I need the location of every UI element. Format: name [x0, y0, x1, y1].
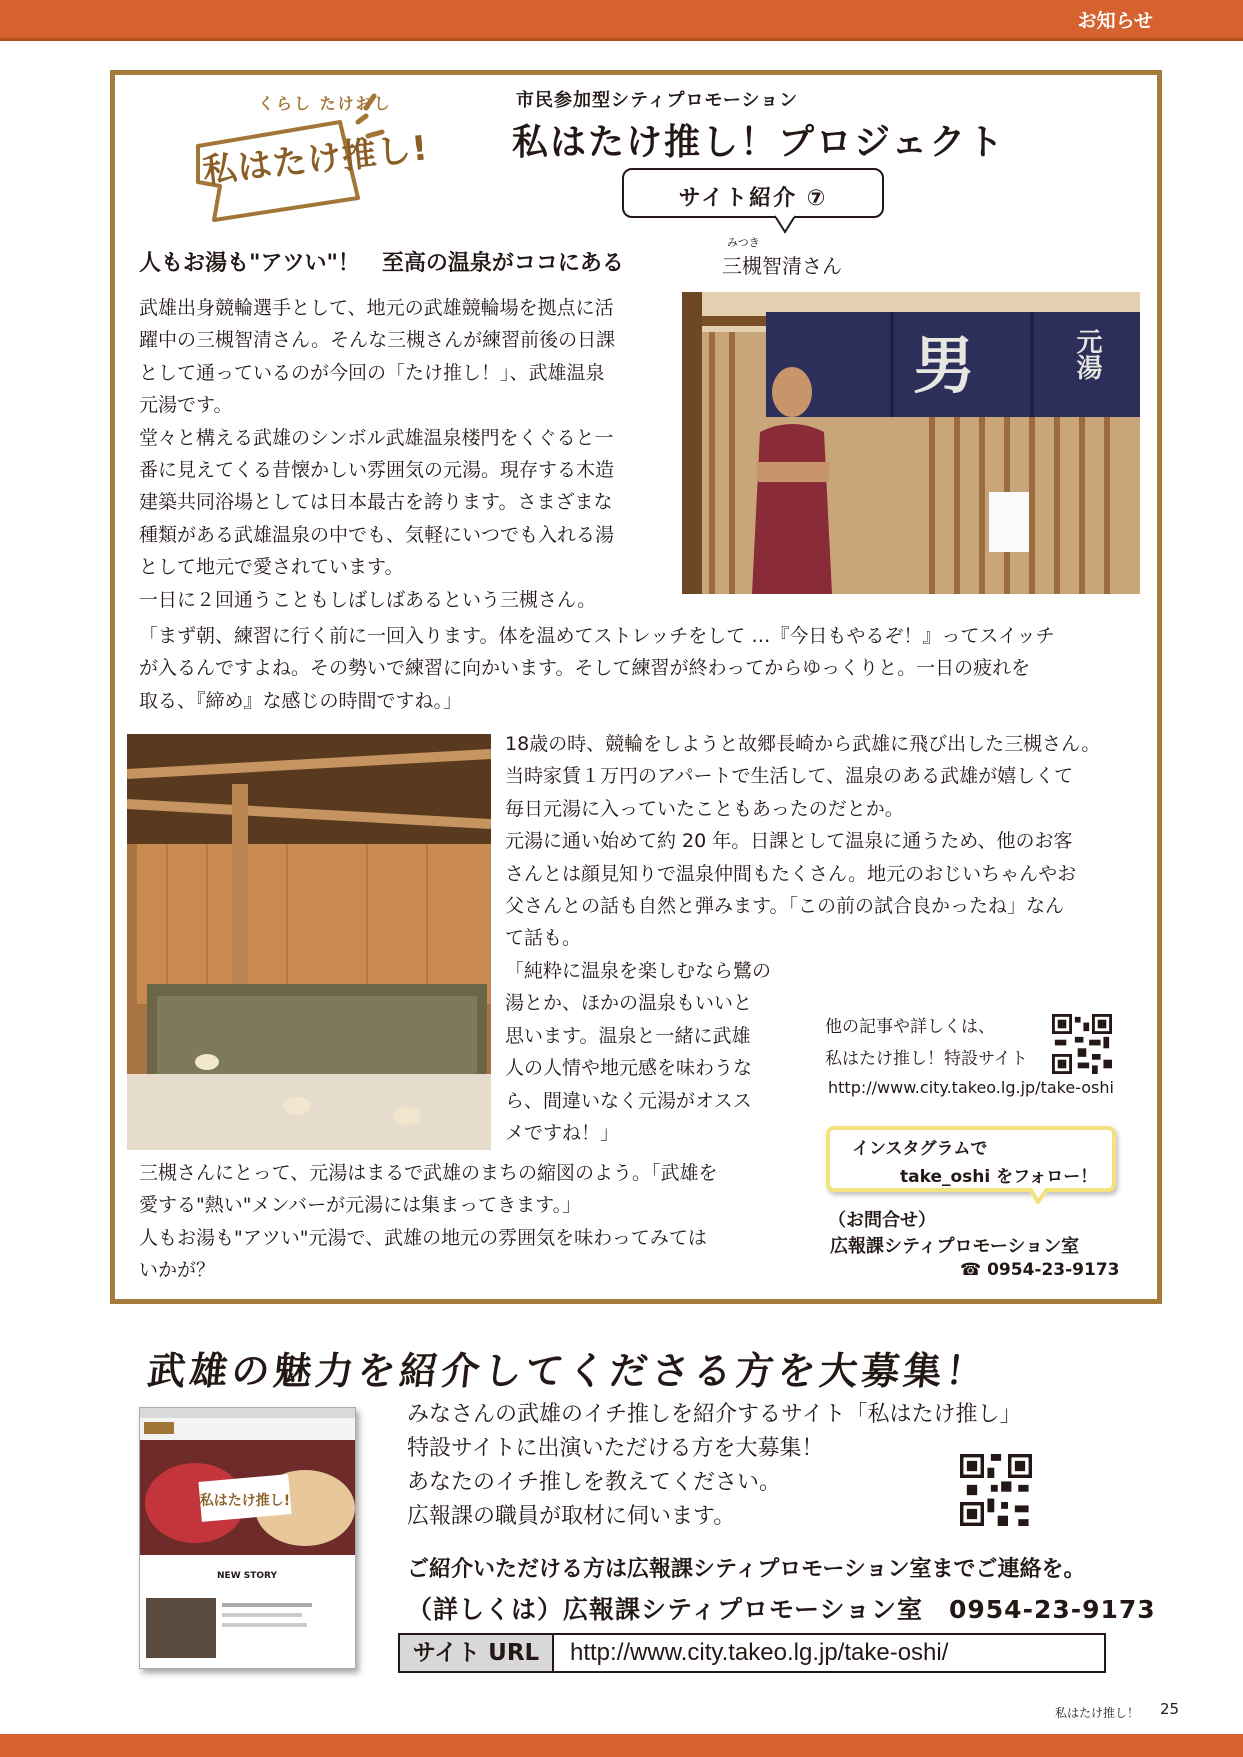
person-name: 三槻智清さん	[722, 254, 842, 278]
text-line: 愛する"熱い"メンバーが元湯には集まってきます。」	[139, 1194, 582, 1217]
paragraph-middle	[505, 728, 1100, 955]
text-line: 「純粋に温泉を楽しむなら鷺の	[505, 960, 772, 982]
text-line: 一日に２回通うこともしばしばあるという三槻さん。	[139, 588, 597, 611]
text-line: さんとは顔見知りで温泉仲間もたくさん。地元のおじいちゃんやお	[505, 862, 1077, 885]
text-line: 思います。温泉と一緒に武雄	[505, 1024, 751, 1047]
text-line: 番に見えてくる昔懐かしい雰囲気の元湯。現存する木造	[139, 459, 615, 482]
callout-tail	[1030, 1188, 1052, 1204]
text-line: 三槻さんにとって、元湯はまるで武雄のまちの縮図のよう。「武雄を	[139, 1162, 718, 1184]
info-site-url[interactable]: http://www.city.takeo.lg.jp/take-oshi	[828, 1078, 1114, 1097]
text-line: 取る、『締め』な感じの時間ですね。」	[139, 689, 463, 712]
article-headline: 人もお湯も"アツい"！ 至高の温泉がココにある	[139, 251, 624, 276]
thumb-logo: 私はたけ推し!	[199, 1493, 291, 1509]
text-line: 広報課の職員が取材に伺います。	[407, 1504, 736, 1529]
text-line: て話も。	[505, 927, 582, 950]
qr-code-icon[interactable]	[1052, 1014, 1112, 1074]
instagram-line1: インスタグラムで	[852, 1139, 988, 1159]
text-line: 元湯です。	[139, 394, 233, 417]
text-line: 当時家賃１万円のアパートで生活して、温泉のある武雄が嬉しくて	[505, 765, 1074, 788]
badge-tail	[773, 214, 797, 234]
text-line: が入るんですよね。その勢いで練習に向かいます。そして練習が終わってからゆっくりと。一日の疲れを	[139, 657, 1031, 680]
text-line: 建築共同浴場としては日本最古を誇ります。さまざまな	[139, 491, 613, 514]
info-site-name: 私はたけ推し！特設サイト	[825, 1049, 1028, 1069]
text-line: 特設サイトに出演いただける方を大募集！	[407, 1436, 824, 1461]
noren-character-otoko: 男	[912, 329, 976, 402]
feature-title: 私はたけ推し！プロジェクト	[512, 122, 1006, 163]
text-line: 堂々と構える武雄のシンボル武雄温泉楼門をくぐると一	[139, 426, 614, 449]
noren-character-motoyu: 元湯	[1072, 328, 1102, 380]
paragraph-quote	[139, 620, 1055, 717]
inquiry-phone: ☎ 0954-23-9173	[960, 1260, 1120, 1280]
recruit-description	[407, 1398, 1021, 1534]
paragraph-bottom	[139, 1157, 718, 1287]
text-line: 父さんとの話も自然と弾みます。「この前の試合良かったね」なん	[505, 895, 1064, 918]
paragraph-top	[139, 292, 615, 616]
paragraph-narrow	[505, 955, 771, 1149]
text-line: 元湯に通い始めて約 20 年。日課として温泉に通うため、他のお客	[505, 830, 1073, 853]
recruit-qr-code-icon[interactable]	[960, 1454, 1032, 1526]
instagram-line2: take_oshi をフォロー！	[900, 1167, 1098, 1187]
person-ruby: みつき	[727, 236, 760, 249]
thumb-story-label: NEW STORY	[217, 1571, 277, 1581]
recruit-contact: （詳しくは）広報課シティプロモーション室 0954-23-9173	[407, 1595, 1156, 1624]
text-line: 種類がある武雄温泉の中でも、気軽にいつでも入れる湯	[139, 523, 615, 546]
header-bar	[0, 0, 1243, 41]
text-line: 「まず朝、練習に行く前に一回入ります。体を温めてストレッチをして …『今日もやるぞ！』ってスイッチ	[139, 625, 1055, 647]
inquiry-department: 広報課シティプロモーション室	[830, 1236, 1080, 1257]
site-intro-label: サイト紹介 ⑦	[678, 186, 828, 211]
text-line: 躍中の三槻智清さん。そんな三槻さんが練習前後の日課	[139, 329, 616, 352]
photo-bath-interior	[127, 734, 491, 1150]
logo-text: 私はたけ推し!	[200, 128, 431, 192]
info-more-articles: 他の記事や詳しくは、	[825, 1017, 995, 1037]
site-url-box	[398, 1633, 1106, 1673]
inquiry-label: （お問合せ）	[828, 1210, 936, 1231]
text-line: として地元で愛されています。	[139, 556, 404, 579]
recruit-title: 武雄の魅力を紹介してくださる方を大募集！	[145, 1349, 990, 1393]
photo-cyclist-at-motoyu	[682, 292, 1140, 594]
footer-bar	[0, 1734, 1243, 1757]
text-line: あなたのイチ推しを教えてください。	[407, 1470, 782, 1495]
logo-ruby: くらし たけおし	[258, 94, 392, 113]
text-line: 湯とか、ほかの温泉もいいと	[505, 992, 753, 1015]
text-line: メですね！」	[505, 1122, 620, 1145]
feature-subtitle: 市民参加型シティプロモーション	[516, 90, 799, 111]
footer-title: 私はたけ推し！	[1055, 1706, 1140, 1720]
text-line: 人の人情や地元感を味わうな	[505, 1057, 753, 1080]
recruit-call-to-action: ご紹介いただける方は広報課シティプロモーション室までご連絡を。	[407, 1557, 1086, 1582]
section-label: お知らせ	[1077, 10, 1153, 32]
text-line: ら、間違いなく元湯がオスス	[505, 1089, 752, 1112]
page-number: 25	[1160, 1700, 1180, 1718]
text-line: 毎日元湯に入っていたこともあったのだとか。	[505, 797, 904, 820]
text-line: みなさんの武雄のイチ推しを紹介するサイト「私はたけ推し」	[407, 1402, 1022, 1427]
text-line: 18歳の時、競輪をしようと故郷長崎から武雄に飛び出した三槻さん。	[505, 733, 1101, 755]
text-line: 武雄出身競輪選手として、地元の武雄競輪場を拠点に活	[139, 297, 614, 319]
website-screenshot	[139, 1407, 356, 1669]
site-url-link[interactable]: http://www.city.takeo.lg.jp/take-oshi/	[570, 1639, 949, 1666]
text-line: 人もお湯も"アツい"元湯で、武雄の地元の雰囲気を味わってみては	[139, 1226, 707, 1249]
text-line: として通っているのが今回の「たけ推し！」、武雄温泉	[139, 361, 605, 384]
site-intro-badge	[622, 168, 884, 218]
site-url-label: サイト URL	[400, 1635, 554, 1671]
text-line: いかが？	[139, 1259, 216, 1282]
